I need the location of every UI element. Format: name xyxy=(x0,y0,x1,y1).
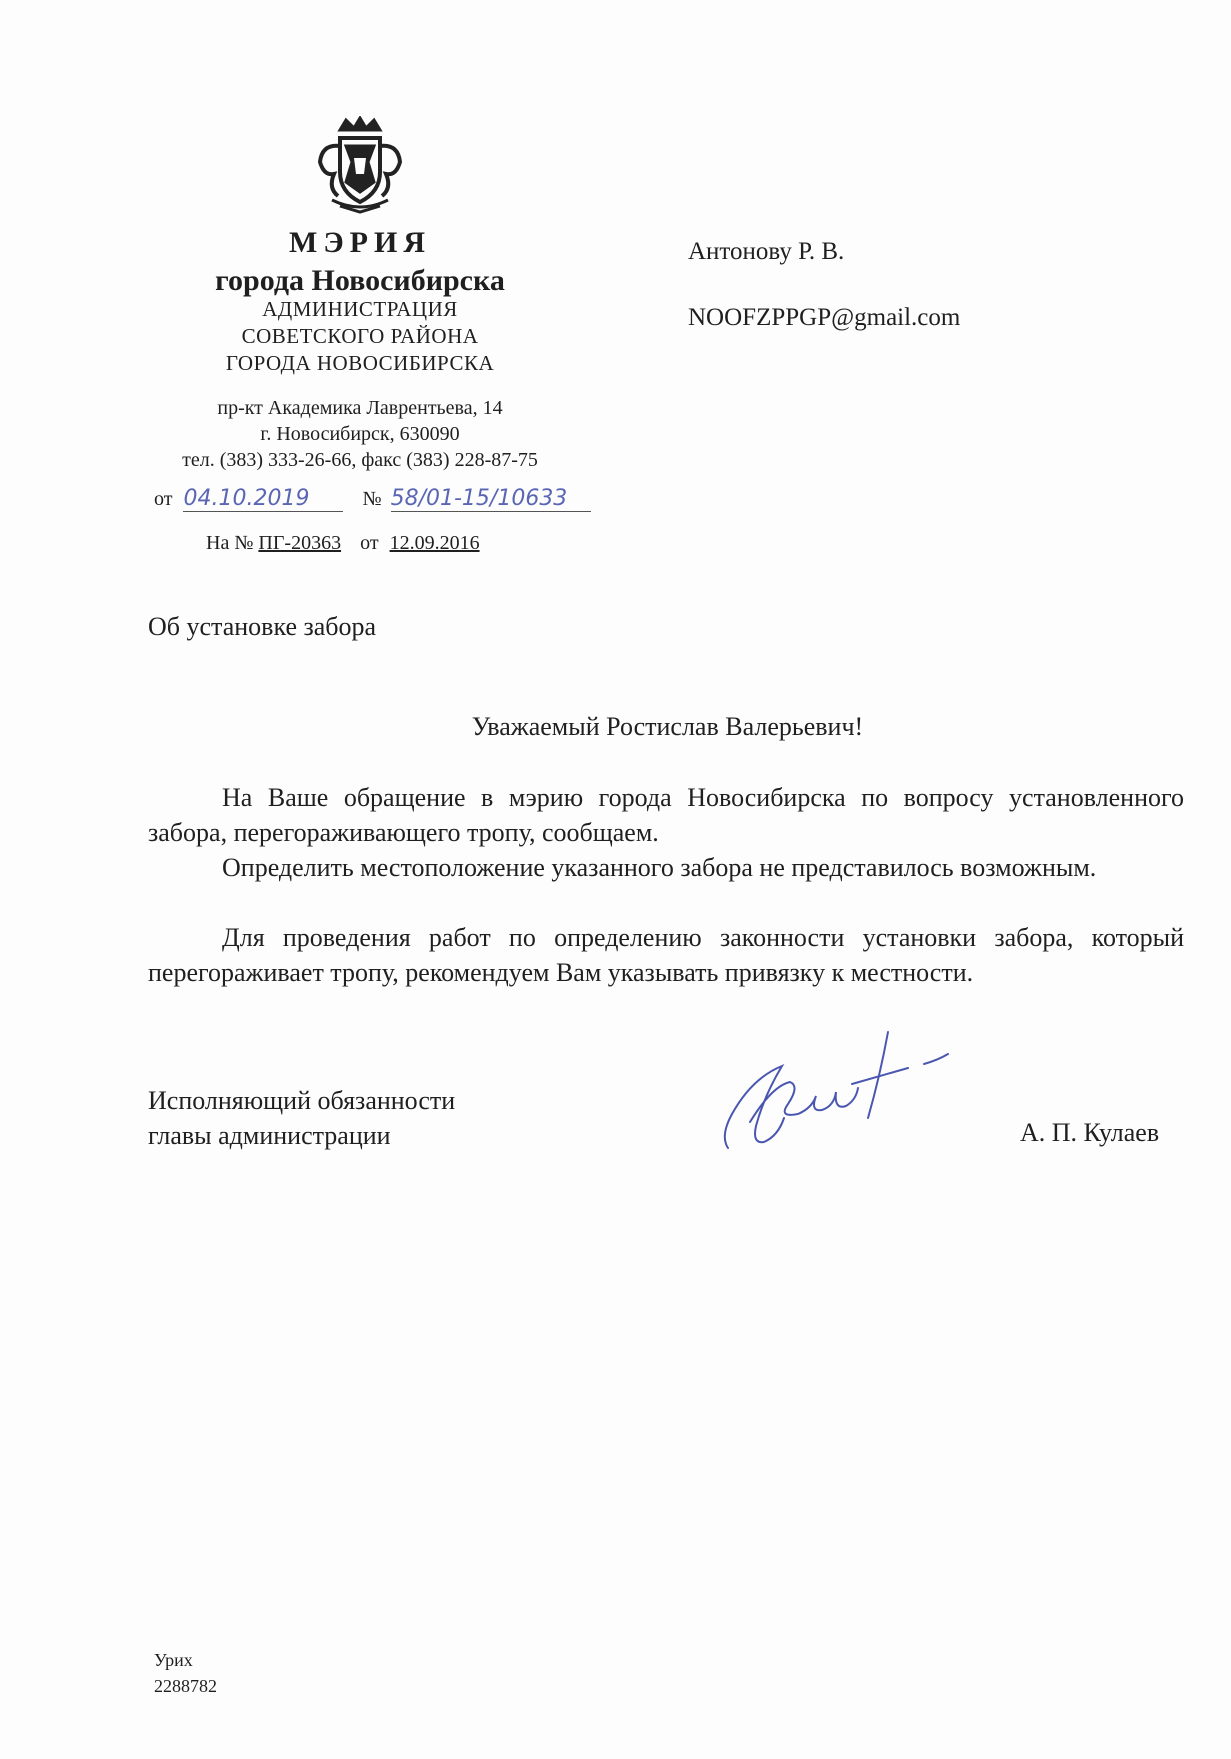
recipient-email: NOOFZPPGP@gmail.com xyxy=(688,304,961,331)
signer-position-line-2: главы администрации xyxy=(148,1121,391,1150)
body-paragraph-3: Для проведения работ по определению законности установки забора, который перегораживает тропу, рекомендуем Вам указывать привязку к местности. xyxy=(148,923,1184,987)
number-label: № xyxy=(362,488,382,510)
executor-name: Урих xyxy=(154,1650,193,1670)
signer-position xyxy=(148,1083,455,1153)
phone-line: тел. (383) 333-26-66, факс (383) 228-87-75 xyxy=(182,449,538,471)
executor-phone: 2288782 xyxy=(154,1676,217,1696)
admin-line-2: СОВЕТСКОГО РАЙОНА xyxy=(241,324,479,348)
address-line-2: г. Новосибирск, 630090 xyxy=(260,423,460,445)
signer-position-line-1: Исполняющий обязанности xyxy=(148,1086,456,1115)
org-title: МЭРИЯ xyxy=(289,226,431,259)
signer-name: А. П. Кулаев xyxy=(1020,1118,1160,1147)
letter-subject: Об установке забора xyxy=(148,612,377,641)
salutation: Уважаемый Ростислав Валерьевич! xyxy=(471,712,864,741)
body-paragraph-1: На Ваше обращение в мэрию города Новосибирска по вопросу установленного забора, перегораживающего тропу, сообщаем. xyxy=(148,783,1184,847)
handwritten-signature xyxy=(712,1026,972,1161)
handwritten-date: 04.10.2019 xyxy=(183,486,343,512)
reply-number: ПГ-20363 xyxy=(258,532,342,554)
reply-label: На № xyxy=(206,532,254,554)
admin-line-1: АДМИНИСТРАЦИЯ xyxy=(262,297,458,321)
org-subtitle: города Новосибирска xyxy=(215,264,505,297)
handwritten-number: 58/01-15/10633 xyxy=(391,486,591,512)
address-line-1: пр-кт Академика Лаврентьева, 14 xyxy=(217,397,503,419)
admin-line-3: ГОРОДА НОВОСИБИРСКА xyxy=(225,351,495,375)
body-paragraph-2: Определить местоположение указанного забора не представилось возможным. xyxy=(222,853,1097,882)
recipient-name: Антонову Р. В. xyxy=(688,238,845,265)
reply-date: 12.09.2016 xyxy=(389,532,480,554)
from-label: от xyxy=(154,488,173,510)
registration-line xyxy=(154,486,591,512)
reply-from-label: от xyxy=(360,532,379,554)
reply-reference xyxy=(206,532,480,555)
city-coat-of-arms-icon xyxy=(310,116,410,216)
